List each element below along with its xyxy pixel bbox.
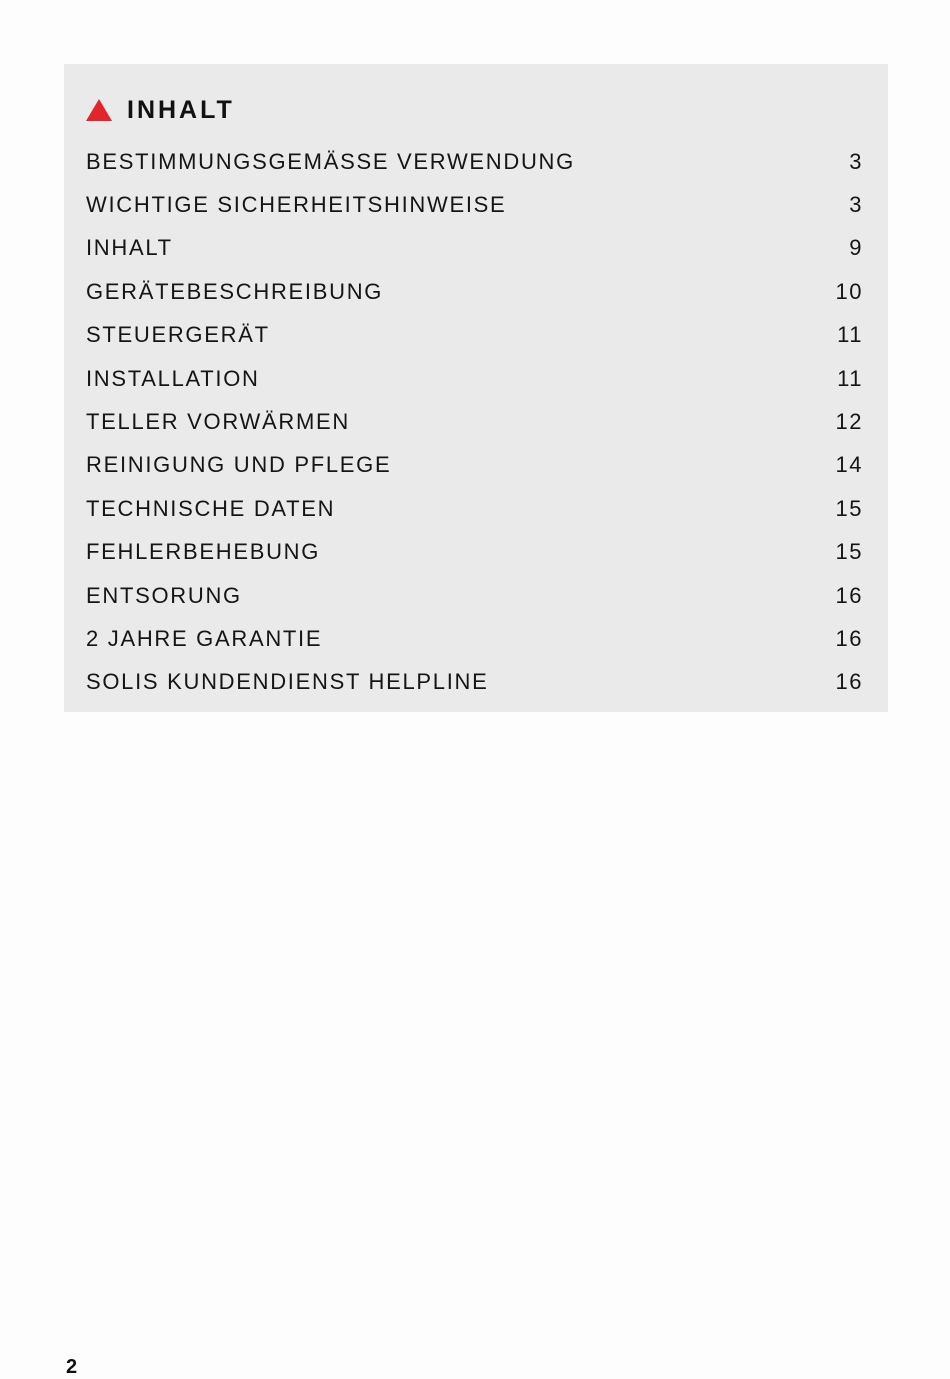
- toc-entry[interactable]: [86, 183, 863, 226]
- toc-entry-label: REINIGUNG UND PFLEGE: [86, 452, 392, 478]
- toc-entry[interactable]: [86, 400, 863, 443]
- warning-triangle-icon: [86, 99, 112, 121]
- toc-entry-label: GERÄTEBESCHREIBUNG: [86, 278, 384, 304]
- toc-header: [86, 92, 235, 128]
- toc-entry[interactable]: [86, 487, 863, 530]
- toc-entry[interactable]: [86, 531, 863, 574]
- toc-entry[interactable]: [86, 227, 863, 270]
- toc-entry[interactable]: [86, 314, 863, 357]
- toc-entry[interactable]: [86, 270, 863, 313]
- toc-entry-page: 16: [835, 669, 863, 695]
- toc-entry-page: 16: [835, 582, 863, 608]
- toc-title: INHALT: [127, 95, 235, 124]
- toc-entry[interactable]: [86, 574, 863, 617]
- toc-entry[interactable]: [86, 140, 863, 183]
- toc-list: [86, 140, 863, 704]
- toc-entry-page: 12: [835, 409, 863, 435]
- toc-entry-label: TELLER VORWÄRMEN: [86, 409, 350, 435]
- toc-entry-page: 15: [835, 495, 863, 521]
- toc-entry-page: 15: [835, 539, 863, 565]
- toc-entry-label: SOLIS KUNDENDIENST HELPLINE: [86, 669, 489, 695]
- toc-entry-label: ENTSORUNG: [86, 582, 242, 608]
- toc-entry-label: 2 JAHRE GARANTIE: [86, 625, 323, 651]
- toc-entry-page: 10: [835, 278, 863, 304]
- toc-entry-page: 3: [849, 148, 863, 174]
- page-number: 2: [66, 1356, 78, 1378]
- toc-entry[interactable]: [86, 357, 863, 400]
- toc-entry-page: 3: [849, 192, 863, 218]
- toc-entry[interactable]: [86, 444, 863, 487]
- toc-entry-label: INHALT: [86, 235, 173, 261]
- toc-entry-label: BESTIMMUNGSGEMÄSSE VERWENDUNG: [86, 148, 575, 174]
- toc-entry-page: 11: [837, 322, 863, 348]
- toc-entry[interactable]: [86, 617, 863, 660]
- toc-entry-page: 14: [835, 452, 863, 478]
- toc-entry-label: FEHLERBEHEBUNG: [86, 539, 321, 565]
- toc-entry-page: 16: [835, 625, 863, 651]
- toc-entry-page: 11: [837, 365, 863, 391]
- toc-entry-page: 9: [849, 235, 863, 261]
- toc-entry-label: TECHNISCHE DATEN: [86, 495, 336, 521]
- table-of-contents: [64, 64, 888, 712]
- toc-entry[interactable]: [86, 661, 863, 704]
- toc-entry-label: WICHTIGE SICHERHEITSHINWEISE: [86, 192, 507, 218]
- toc-entry-label: STEUERGERÄT: [86, 322, 270, 348]
- toc-entry-label: INSTALLATION: [86, 365, 260, 391]
